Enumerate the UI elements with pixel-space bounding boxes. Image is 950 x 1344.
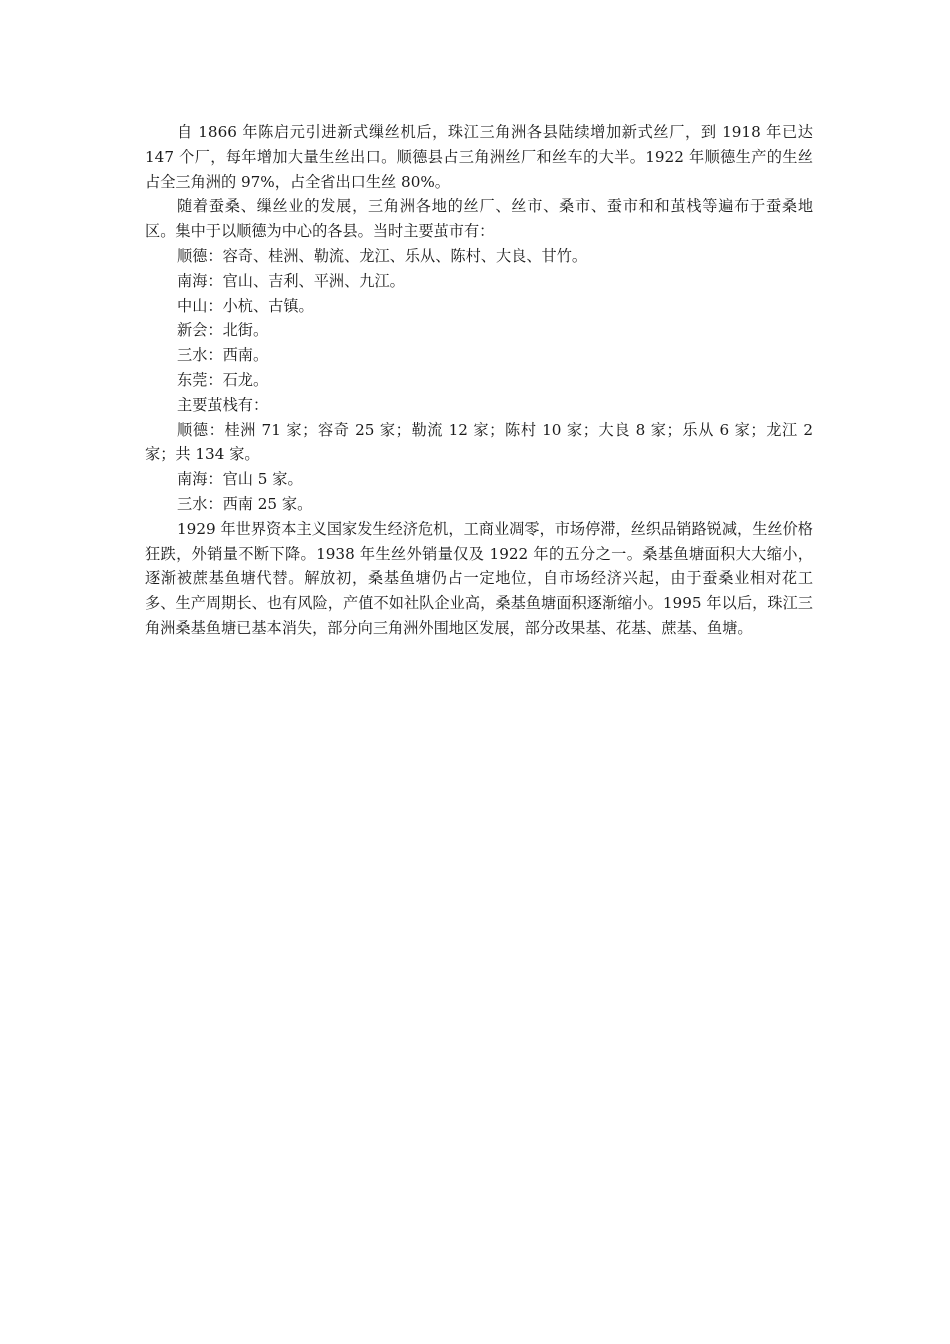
- document-page: [145, 120, 813, 641]
- list-item-zhongshan-markets: 中山：小杭、古镇。: [177, 296, 314, 315]
- paragraph-silk-history: 自 1866 年陈启元引进新式缫丝机后，珠江三角洲各县陆续增加新式丝厂，到 1918 年已达 147 个厂，每年增加大量生丝出口。顺德县占三角洲丝厂和丝车的大半。1922 年顺德生产的生丝占全三角洲的 97%，占全省出口生丝 80%。: [145, 123, 813, 191]
- list-item-sanshui-markets: 三水：西南。: [177, 346, 269, 365]
- paragraph-silk-markets-intro: 随着蚕桑、缫丝业的发展，三角洲各地的丝厂、丝市、桑市、蚕市和和茧栈等遍布于蚕桑地区。集中于以顺德为中心的各县。当时主要茧市有：: [145, 197, 813, 241]
- list-item-shunde-markets: 顺德：容奇、桂洲、勒流、龙江、乐从、陈村、大良、甘竹。: [177, 246, 588, 265]
- cocoon-warehouses-heading: 主要茧栈有：: [177, 395, 269, 414]
- list-item-dongguan-markets: 东莞：石龙。: [177, 370, 269, 389]
- list-item-xinhui-markets: 新会：北街。: [177, 321, 269, 340]
- paragraph-decline: 1929 年世界资本主义国家发生经济危机，工商业凋零，市场停滞，丝织品销路锐减，生丝价格狂跌，外销量不断下降。1938 年生丝外销量仅及 1922 年的五分之一。桑基鱼塘面积大大缩小，逐渐被蔗基鱼塘代替。解放初，桑基鱼塘仍占一定地位，自市场经济兴起，由于蚕桑业相对花工多、生产周期长、也有风险，产值不如社队企业高，桑基鱼塘面积逐渐缩小。1995 年以后，珠江三角洲桑基鱼塘已基本消失，部分向三角洲外围地区发展，部分改果基、花基、蔗基、鱼塘。: [145, 519, 813, 637]
- list-item-nanhai-warehouses: 南海：官山 5 家。: [177, 470, 303, 489]
- list-item-shunde-warehouses: 顺德：桂洲 71 家；容奇 25 家；勒流 12 家；陈村 10 家；大良 8 家；乐从 6 家；龙江 2 家；共 134 家。: [145, 420, 813, 464]
- list-item-nanhai-markets: 南海：官山、吉利、平洲、九江。: [177, 271, 405, 290]
- list-item-sanshui-warehouses: 三水：西南 25 家。: [177, 494, 313, 513]
